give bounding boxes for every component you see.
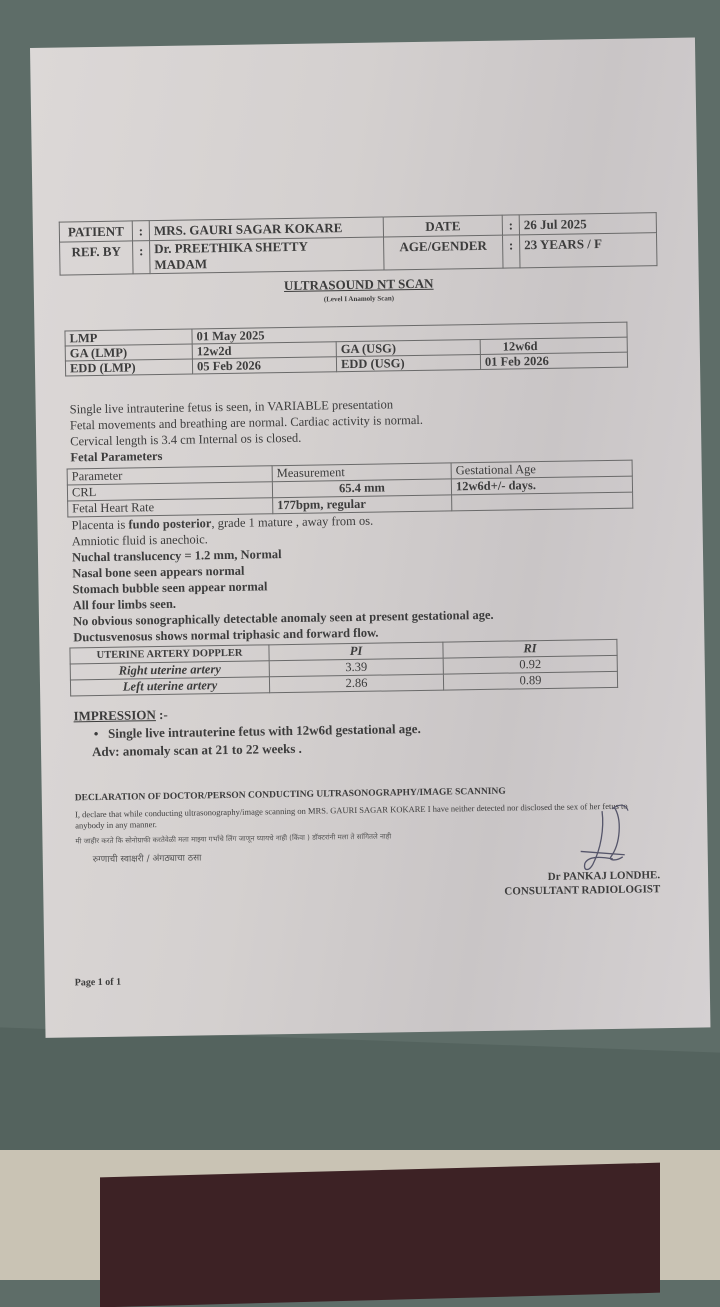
fetal-parameters-table: [67, 460, 634, 518]
date-label: DATE: [383, 215, 502, 237]
referring-doctor-name: Dr. PREETHIKA SHETTY: [154, 238, 309, 257]
column-header: PI: [269, 642, 443, 661]
declaration-text: I, declare that while conducting ultrasonography/image scanning on MRS. GAURI SAGAR KOKARE I have neither detected nor disclosed the sex of her fetus to anybody in any manner.: [74, 800, 628, 831]
placenta-prefix: Placenta is: [71, 517, 129, 533]
column-header: Measurement: [272, 463, 451, 482]
declaration-marathi: मी जाहीर करते कि सोनोग्राफी करतेवेळी मला माझ्या गर्भाचे लिंग जाणून घ्यायचे नाही (किंवा ) डॉक्टरांनी मला ते सांगितले नाही: [75, 832, 392, 846]
patient-signature-label: रुग्णाची स्वाक्षरी / अंगठ्याचा ठसा: [92, 853, 202, 866]
report-date: 26 Jul 2025: [519, 213, 656, 235]
finding-line: Cervical length is 3.4 cm Internal os is closed.: [70, 430, 302, 449]
placenta-position: fundo posterior: [128, 516, 212, 532]
pi-value: 2.86: [269, 674, 443, 693]
measurement-value: 65.4 mm: [272, 479, 451, 498]
patient-header-table: [59, 212, 658, 275]
ga-lmp-value: 12w2d: [192, 342, 336, 359]
impression-text: Single live intrauterine fetus with 12w6d gestational age.: [107, 720, 421, 741]
column-header: Parameter: [67, 466, 272, 485]
bullet-icon: •: [93, 726, 99, 742]
doctor-name: Dr PANKAJ LONDHE.: [547, 869, 661, 883]
age-gender: 23 YEARS / F: [519, 233, 657, 268]
referring-doctor: [150, 237, 384, 274]
doctor-designation: CONSULTANT RADIOLOGIST: [504, 883, 661, 898]
colon: :: [133, 241, 151, 274]
report-subtitle: (Level I Anamoly Scan): [323, 294, 395, 304]
edd-usg-value: 01 Feb 2026: [480, 352, 627, 369]
pi-value: 3.39: [269, 658, 443, 677]
anomaly-finding: No obvious sonographically detectable anomaly seen at present gestational age.: [72, 607, 494, 629]
artery-name: Right uterine artery: [70, 661, 269, 680]
findings-list: [71, 511, 494, 646]
finding-line: Single live intrauterine fetus is seen, in VARIABLE presentation: [69, 397, 394, 417]
report-title: ULTRASOUND NT SCAN: [283, 275, 434, 294]
column-header: RI: [443, 639, 617, 658]
fetal-parameters-heading: Fetal Parameters: [70, 448, 163, 465]
findings-intro: [70, 396, 424, 466]
artery-name: Left uterine artery: [70, 677, 269, 696]
parameter-name: Fetal Heart Rate: [68, 498, 273, 517]
limbs-finding: All four limbs seen.: [72, 596, 177, 613]
ga-usg-value: 12w6d: [480, 337, 627, 354]
doctor-signature-icon: [562, 798, 643, 879]
finding-line: Fetal movements and breathing are normal. Cardiac activity is normal.: [69, 412, 424, 433]
uterine-doppler-table: [69, 639, 618, 697]
edd-lmp-label: EDD (LMP): [65, 359, 192, 376]
agegender-label: AGE/GENDER: [384, 235, 504, 270]
ga-usg-label: GA (USG): [336, 339, 480, 356]
page-number: Page 1 of 1: [74, 976, 122, 989]
impression-heading-suffix: :-: [155, 706, 168, 723]
ductus-venosus-finding: Ductusvenosus shows normal triphasic and forward flow.: [73, 625, 379, 645]
gestational-age-value: [452, 492, 633, 511]
advice: Adv: anomaly scan at 21 to 22 weeks .: [91, 740, 302, 760]
refby-label: REF. BY: [60, 241, 134, 275]
gestational-age-value: 12w6d+/- days.: [451, 476, 632, 495]
colon: :: [502, 215, 519, 235]
referring-doctor-suffix: MADAM: [154, 256, 208, 273]
placenta-suffix: , grade 1 mature , away from os.: [211, 513, 374, 531]
lmp-label: LMP: [65, 329, 192, 346]
colon: :: [132, 221, 149, 241]
patient-name: MRS. GAURI SAGAR KOKARE: [149, 217, 383, 241]
impression-section: [73, 702, 421, 761]
column-header: Gestational Age: [451, 460, 632, 479]
edd-lmp-value: 05 Feb 2026: [192, 357, 336, 374]
edd-usg-label: EDD (USG): [336, 354, 480, 371]
declaration-title: DECLARATION OF DOCTOR/PERSON CONDUCTING ULTRASONOGRAPHY/IMAGE SCANNING: [74, 786, 506, 804]
report-paper: [30, 38, 710, 1038]
lmp-value: 01 May 2025: [192, 322, 627, 344]
impression-heading: IMPRESSION: [73, 707, 156, 724]
dates-table: [64, 322, 628, 377]
ri-value: 0.89: [443, 671, 617, 690]
ri-value: 0.92: [443, 655, 617, 674]
stomach-bubble-finding: Stomach bubble seen appear normal: [72, 579, 268, 597]
amniotic-finding: Amniotic fluid is anechoic.: [71, 532, 208, 549]
ga-lmp-label: GA (LMP): [65, 344, 192, 361]
background-fabric: [100, 1163, 660, 1307]
colon: :: [502, 235, 520, 268]
nuchal-translucency-finding: Nuchal translucency = 1.2 mm, Normal: [71, 547, 282, 565]
measurement-value: 177bpm, regular: [273, 495, 452, 514]
patient-label: PATIENT: [59, 221, 132, 242]
nasal-bone-finding: Nasal bone seen appears normal: [72, 563, 245, 581]
signatory: [504, 868, 660, 898]
parameter-name: CRL: [67, 482, 272, 501]
column-header: UTERINE ARTERY DOPPLER: [70, 645, 269, 664]
